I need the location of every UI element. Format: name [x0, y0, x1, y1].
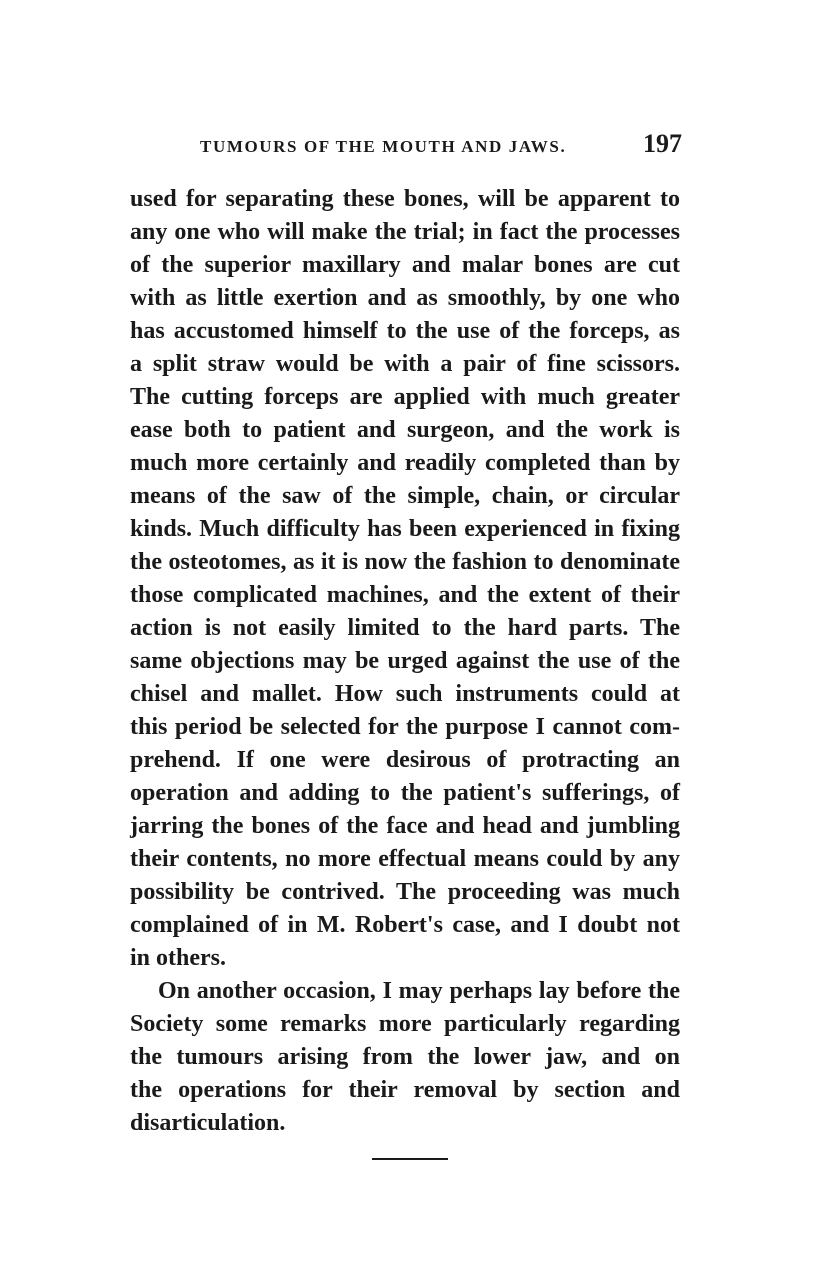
text-line: this period be selected for the purpose I cannot com- [130, 714, 680, 740]
text-line: used for separating these bones, will be apparent to [130, 186, 680, 212]
text-line: means of the saw of the simple, chain, or circular [130, 483, 680, 509]
text-line: chisel and mallet. How such instruments could at [130, 681, 680, 707]
text-line: operation and adding to the patient's sufferings, of [130, 780, 680, 806]
text-line: a split straw would be with a pair of fine scissors. [130, 351, 680, 377]
text-line: any one who will make the trial; in fact the processes [130, 219, 680, 245]
running-head [200, 129, 682, 163]
text-line: the operations for their removal by section and [130, 1077, 680, 1103]
text-line: the osteotomes, as it is now the fashion to denominate [130, 549, 680, 575]
text-line: possibility be contrived. The proceeding was much [130, 879, 680, 905]
running-title: TUMOURS OF THE MOUTH AND JAWS. [200, 137, 567, 156]
text-line: kinds. Much difficulty has been experienced in fixing [130, 516, 680, 542]
text-line: same objections may be urged against the use of the [130, 648, 680, 674]
text-line: has accustomed himself to the use of the forceps, as [130, 318, 680, 344]
text-line: those complicated machines, and the extent of their [130, 582, 680, 608]
section-end-rule [372, 1158, 448, 1160]
text-line: disarticulation. [130, 1110, 286, 1136]
text-line: of the superior maxillary and malar bones are cut [130, 252, 680, 278]
text-line: their contents, no more effectual means could by any [130, 846, 680, 872]
text-line: with as little exertion and as smoothly, by one who [130, 285, 680, 311]
text-line: Society some remarks more particularly regarding [130, 1011, 680, 1037]
text-line: jarring the bones of the face and head and jumbling [130, 813, 680, 839]
text-line: The cutting forceps are applied with much greater [130, 384, 680, 410]
page-number: 197 [643, 129, 682, 158]
text-line: prehend. If one were desirous of protracting an [130, 747, 680, 773]
text-line: much more certainly and readily completed than by [130, 450, 680, 476]
text-line: ease both to patient and surgeon, and the work is [130, 417, 680, 443]
text-line: On another occasion, I may perhaps lay before the [158, 978, 680, 1004]
text-line: action is not easily limited to the hard parts. The [130, 615, 680, 641]
text-line: in others. [130, 945, 226, 971]
text-line: the tumours arising from the lower jaw, and on [130, 1044, 680, 1070]
text-line: complained of in M. Robert's case, and I doubt not [130, 912, 680, 938]
